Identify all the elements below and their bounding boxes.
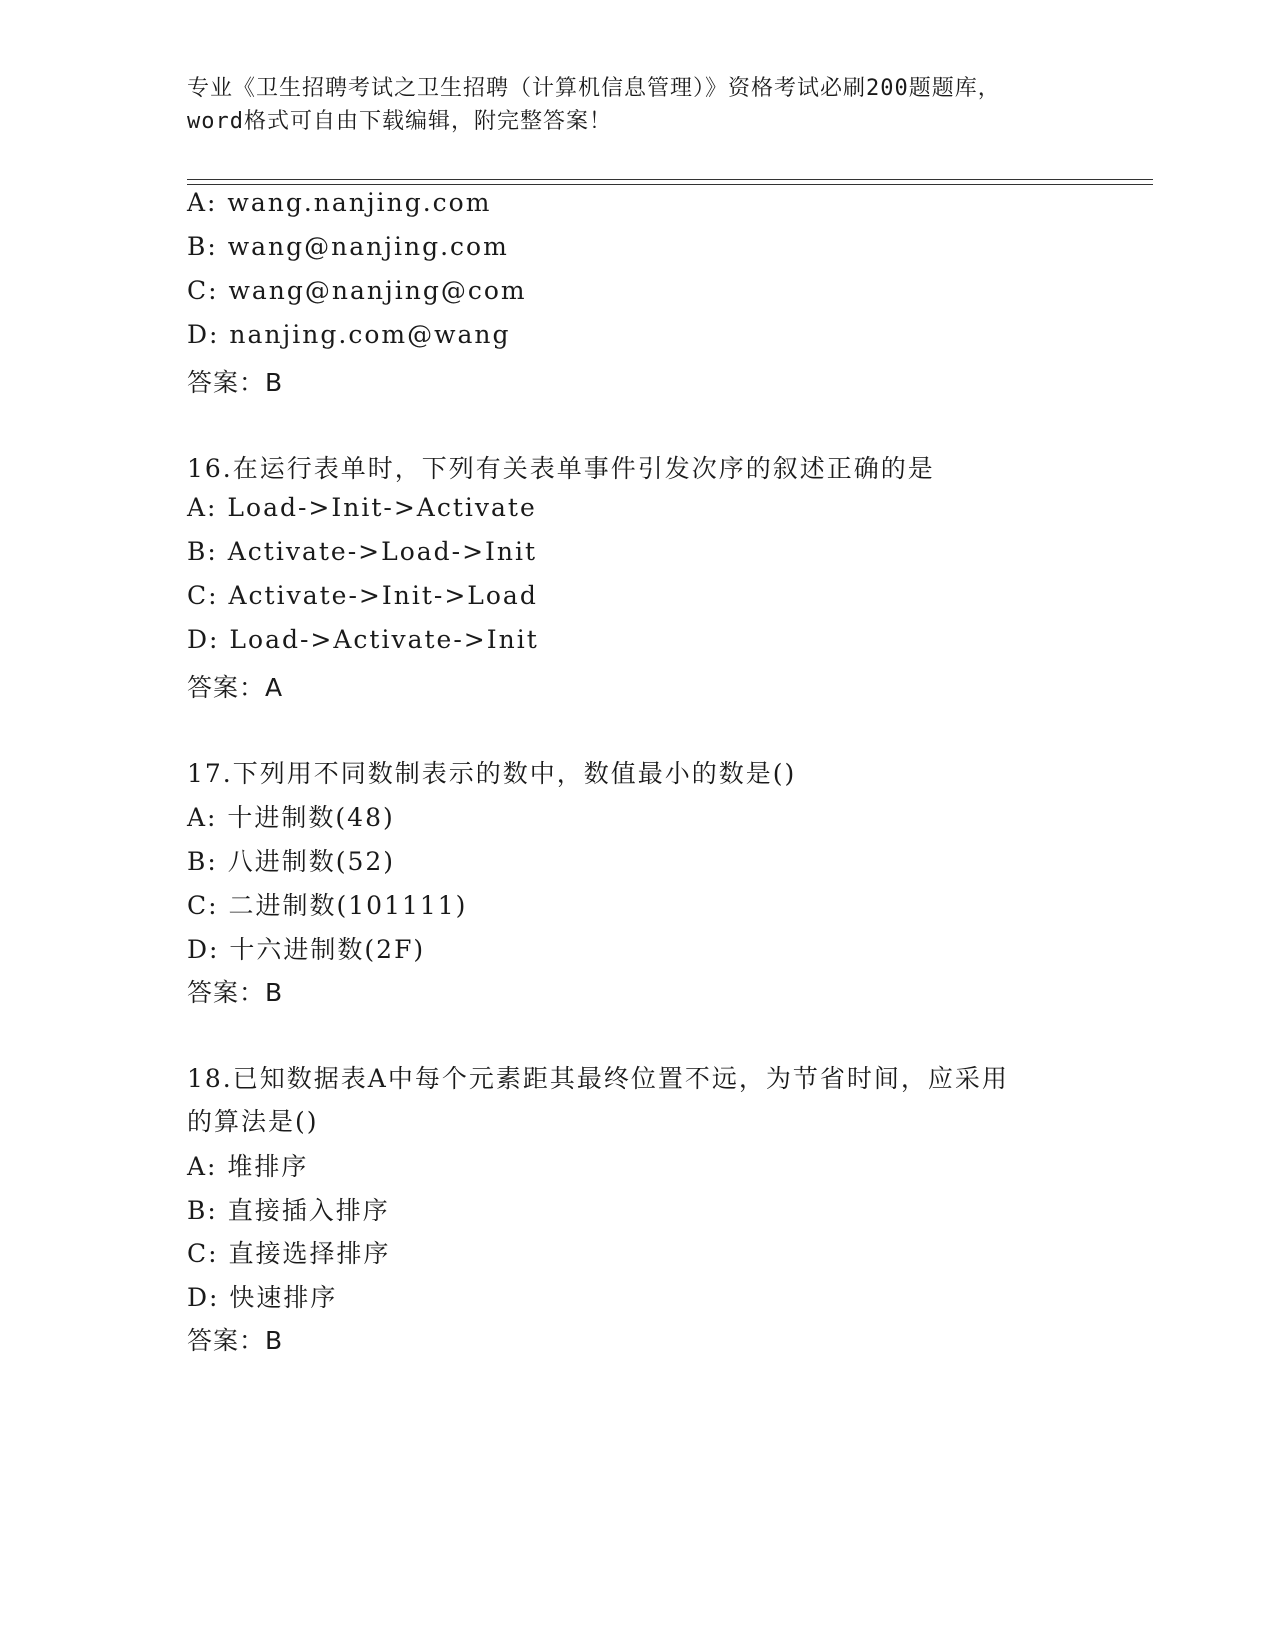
q16-option-d: D: Load->Activate->Init: [187, 625, 539, 654]
q17-option-a: A: 十进制数(48): [187, 803, 395, 832]
q16-question: 16.在运行表单时，下列有关表单事件引发次序的叙述正确的是: [187, 454, 935, 483]
q18-option-d: D: 快速排序: [187, 1283, 338, 1312]
header-title-line-1: 专业《卫生招聘考试之卫生招聘（计算机信息管理）》资格考试必刷200题题库，: [187, 76, 1001, 101]
q18-question-line-2: 的算法是(): [187, 1107, 319, 1136]
q16-answer: 答案：A: [187, 673, 284, 702]
q15-option-b: B: wang@nanjing.com: [187, 232, 509, 261]
header-title-line-2: word格式可自由下载编辑，附完整答案！: [187, 109, 612, 134]
q18-question-line-1: 18.已知数据表A中每个元素距其最终位置不远，为节省时间，应采用: [187, 1064, 1009, 1093]
header-divider-top: [187, 179, 1153, 180]
q17-question: 17.下列用不同数制表示的数中，数值最小的数是(): [187, 759, 797, 788]
q15-option-c: C: wang@nanjing@com: [187, 276, 527, 305]
q18-option-b: B: 直接插入排序: [187, 1196, 390, 1225]
header-divider-bottom: [187, 184, 1153, 185]
q17-answer: 答案：B: [187, 978, 284, 1007]
q15-answer: 答案：B: [187, 368, 284, 397]
document-header: [187, 72, 1087, 138]
q17-option-c: C: 二进制数(101111): [187, 891, 468, 920]
q16-option-b: B: Activate->Load->Init: [187, 537, 538, 566]
q18-option-a: A: 堆排序: [187, 1152, 309, 1181]
q16-option-a: A: Load->Init->Activate: [187, 493, 537, 522]
q18-answer: 答案：B: [187, 1326, 284, 1355]
q17-option-b: B: 八进制数(52): [187, 847, 396, 876]
q16-option-c: C: Activate->Init->Load: [187, 581, 538, 610]
q17-option-d: D: 十六进制数(2F): [187, 935, 426, 964]
q15-option-a: A: wang.nanjing.com: [187, 188, 492, 217]
q15-option-d: D: nanjing.com@wang: [187, 320, 511, 349]
q18-option-c: C: 直接选择排序: [187, 1239, 391, 1268]
